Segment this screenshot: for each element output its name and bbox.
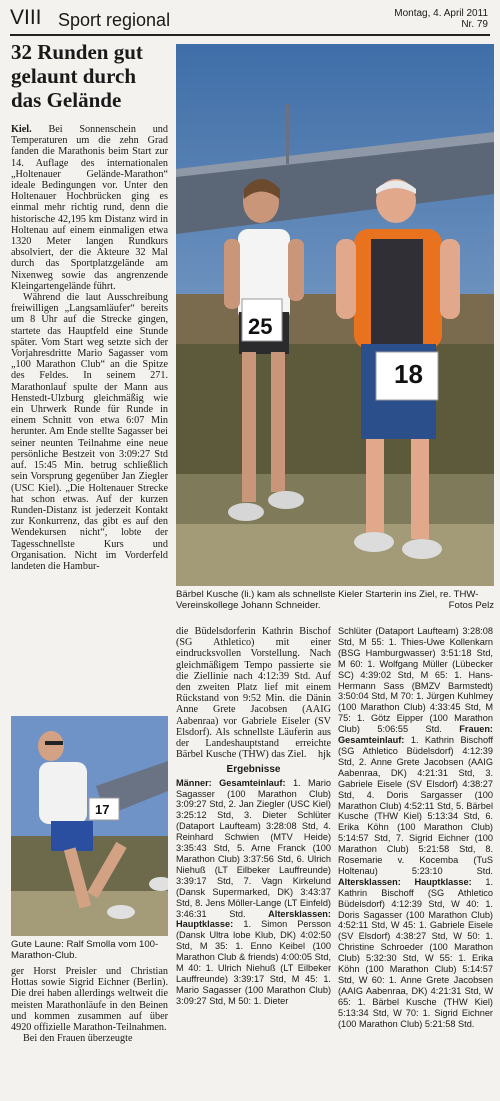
article-column-1 <box>11 124 168 572</box>
issue-date: Montag, 4. April 2011 <box>394 8 488 19</box>
main-caption-text: Bärbel Kusche (li.) kam als schnellste Kieler Starterin ins Ziel, re. THW-Vereinskollege Johann Schneider. <box>176 589 479 611</box>
results-men-text: 1. Mario Sagasser (100 Marathon Club) 3:09:27 Std, 2. Jan Ziegler (USC Kiel) 3:25:12 Std, 3. Dieter Schlüter (Dataport Laufteam) 3:28:08 Std, 4. Reinhard Schwien (MTV Heide) 3:35:43 Std, 5. Arne Franck (100 Marathon Club) 3:37:56 Std, 6. Ulrich Niehuß (LT Eilbeker Lauffreunde) 3:39:17 Std, 7. Vagn Kirkelund (Dansk Supermarked, DK) 3:43:37 Std, 8. Jens Möller-Lange (LT Einfeld) 3:46:31 Std. <box>176 777 331 919</box>
results-women-label: Frauen: Gesamteinlauf: <box>338 724 493 746</box>
page-header <box>10 6 490 34</box>
results-column <box>338 626 493 1030</box>
runner-smolla-image <box>11 716 168 936</box>
results-men-continued: Schlüter (Dataport Laufteam) 3:28:08 Std, M 55: 1. Thies-Uwe Kollenkarn (BSG Hamburgwasser) 3:51:18 Std, M 60: 1. Wolfgang Müller (Lübecker SC) 4:39:02 Std, M 65: 1. Hans-Hermann Sass (BMZV Barmstedt) 3:50:04 Std, M 70: 1. Jürgen Kuhlmey (100 Marathon Club) 4:33:45 Std, M 75: 1. Götz Eipper (100 Marathon Club) 5:06:55 Std. <box>338 626 493 735</box>
small-photo <box>11 716 168 936</box>
small-photo-caption: Gute Laune: Ralf Smolla vom 100-Marathon-Club. <box>11 939 159 961</box>
author-initials: hjk <box>317 749 331 761</box>
photo-credit: Fotos Pelz <box>448 600 494 611</box>
header-rule <box>10 34 490 36</box>
bib-number-left: 25 <box>248 314 273 339</box>
results-women-age-label: Altersklassen: Hauptklasse: <box>338 876 472 887</box>
main-photo-caption <box>176 589 494 611</box>
article-column-1-continued <box>11 966 168 1044</box>
issue-number: Nr. 79 <box>461 19 488 30</box>
article-headline: 32 Runden gut gelaunt durch das Gelände <box>11 40 143 112</box>
page-number: VIII <box>10 6 42 29</box>
results-men-age-label: Altersklassen: Hauptklasse: <box>176 908 331 930</box>
article-column-2 <box>176 626 331 1007</box>
article-paragraph-4: Bei den Frauen überzeugte <box>23 1033 133 1045</box>
results-women-text: 1. Kathrin Bischoff (SG Athletico Büdelsdorf) 4:12:39 Std, 2. Anne Grete Jacobsen (AAIG Aabenraa, DK) 4:21:31 Std, 3. Gabriele Eisele (SV Elsdorf) 4:38:27 Std, 4. Doris Sargasser (100 Marathon Club) 4:52:11 Std, 5. Bärbel Kusche (THW Kiel) 5:13:34 Std, 6. Erika Köhn (100 Marathon Club) 5:14:57 Std, 7. Sigrid Eichner (100 Marathon Club) 5:21:58 Std, 8. Rosemarie v. Kocemba (TuS Holtenau) 5:23:10 Std. <box>338 735 493 876</box>
main-photo <box>176 44 494 586</box>
dateline: Kiel. <box>11 124 32 135</box>
article-paragraph-1: Bei Sonnenschein und Temperaturen um die zehn Grad fanden die Marathonis beim Start zur 14. Auflage des internationalen „Holtenauer Gelände-Marathon“ ideale Bedingungen vor. Unter den Holtenauer Hochbrücken ging es einmal mehr richtig rund, denn die historische 42,195 km Distanz wird in Holtenau auf einem einmaligen etwa 1320 Meter langen Rundkurs absolviert, der die Akteure 32 Mal durch das Sportplatzgelände am Nixenweg sowie das angrenzende Kleingartengelände führt. <box>11 124 168 292</box>
issue-info <box>394 8 488 30</box>
results-title: Ergebnisse <box>226 764 281 776</box>
article-paragraph-3: die Büdelsdorferin Kathrin Bischof (SG Athletico) mit einer eindrucksvollen Vorstellung. Nach gleichmäßigem Tempo passierte sie die Ziellinie nach 4:12:39 Std. Auf den zweiten Platz lief mit einem Rückstand von 9:52 Min. die Dänin Anne Grete Jacobsen (AAIG Aabenraa) vor Gabriele Eiseler (SV Elsdorf). Als schnellste Läuferin aus der Landeshauptstand erreichte Bärbel Kusche (THW) das Ziel. <box>176 626 331 761</box>
results-men <box>176 778 331 1007</box>
results-women-age-text: 1. Kathrin Bischoff (SG Athletico Büdelsdorf) 4:12:39 Std, W 40: 1. Doris Sagasser (100 Marathon Club) 4:52:11 Std, W 45: 1. Gabriele Eisele (SV Elsdorf) 4:38:27 Std, W 50: 1. Christine Schroeder (100 Marathon Club) 5:32:30 Std, W 55: 1. Erika Köhn (100 Marathon Club) 5:14:57 Std, W 60: 1. Anne Grete Jacobsen (AAIG Aabenraa, DK) 4:21:31 Std, W 65: 1. Bärbel Kusche (THW Kiel) 5:13:34 Std, W 70: 1. Sigrid Eichner (100 Marathon Club) 5:21:58 Std. <box>338 876 493 1029</box>
results-men-label: Männer: Gesamteinlauf: <box>176 777 286 788</box>
section-title: Sport regional <box>58 10 171 30</box>
runners-photo-image <box>176 44 494 586</box>
small-bib-number: 17 <box>95 802 110 817</box>
bib-number-right: 18 <box>394 359 423 389</box>
article-paragraph-2-end: ger Horst Preisler und Christian Hottas sowie Sigrid Eichner (Berlin). Die drei haben allerdings weltweit die meisten Marathonläufe in den Beinen und kommen zusammen auf über 4920 offizielle Marathon-Teilnahmen. <box>11 966 168 1034</box>
article-paragraph-2: Während die laut Ausschreibung freiwilligen „Langsamläufer“ bereits um 8 Uhr auf die Strecke gingen, startete das Hauptfeld eine Stunde später. Vom Start weg setzte sich der Vorjahresdritte Mario Sagasser vom „100 Marathon Club“ an die Spitze des Feldes. In seinem 271. Marathonlauf spulte der Mann aus Henstedt-Ulzburg gleichmäßig wie ein Uhrwerk Runde für Runde in einem Schnitt von etwa 6:07 Min herunter. Am Ende stellte Sagasser bei seiner neunten Teilnahme eine neue persönliche Bestzeit von 3:09:27 Std auf. 15:45 Min. betrug schließlich sein Vorsprung gegenüber Jan Ziegler (USC Kiel). „Die Holtenauer Strecke hat schon etwas. Auf der kurzen Runden-Distanz ist jederzeit Kontakt zur Konkurrenz, das gibt es auf den Wendekursen nicht“, lobte der Tagesschnellste Kurs und Organisation. Nicht im Vorderfeld landeten die Hambur- <box>11 292 168 572</box>
results-men-age-text: 1. Simon Persson (Dansk Ultra lobe Klub, DK) 4:02:50 Std, M 35: 1. Enno Keibel (100 Marathon Club & friends) 4:00:05 Std, M 40: 1. Ulrich Niehuß (LT Eilbeker Lauffreunde) 3:39:17 Std, M 45: 1. Mario Sagasser (100 Marathon Club) 3:09:27 Std, M 50: 1. Dieter <box>176 919 332 1006</box>
